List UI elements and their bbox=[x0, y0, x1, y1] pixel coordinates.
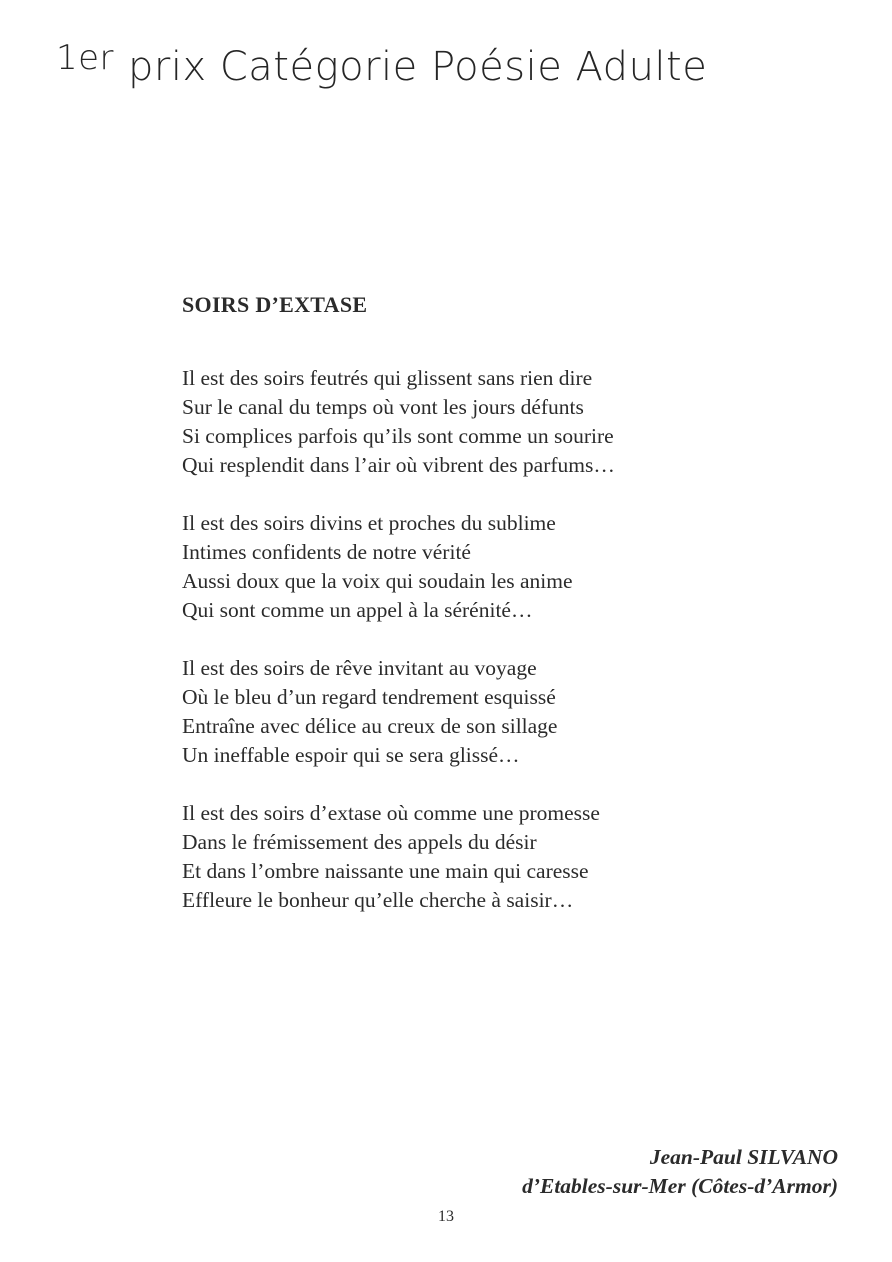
poem-line: Qui resplendit dans l’air où vibrent des parfums… bbox=[182, 453, 615, 477]
poem-title: SOIRS D’EXTASE bbox=[182, 292, 368, 317]
poem-line: Et dans l’ombre naissante une main qui caresse bbox=[182, 859, 589, 883]
poem-line: Aussi doux que la voix qui soudain les anime bbox=[182, 569, 573, 593]
poem-line: Où le bleu d’un regard tendrement esquissé bbox=[182, 685, 556, 709]
poem-line: Il est des soirs divins et proches du sublime bbox=[182, 511, 556, 535]
poem-line: Un ineffable espoir qui se sera glissé… bbox=[182, 743, 520, 767]
poem-line: Intimes confidents de notre vérité bbox=[182, 540, 471, 564]
prize-ordinal: 1er bbox=[56, 38, 115, 78]
poem-line: Sur le canal du temps où vont les jours défunts bbox=[182, 395, 584, 419]
poem-line: Qui sont comme un appel à la sérénité… bbox=[182, 598, 533, 622]
poem-line: Effleure le bonheur qu’elle cherche à saisir… bbox=[182, 888, 574, 912]
stanza bbox=[182, 799, 802, 915]
stanza bbox=[182, 654, 802, 770]
page-header bbox=[56, 38, 708, 90]
poem-line: Il est des soirs feutrés qui glissent sans rien dire bbox=[182, 366, 593, 390]
stanza bbox=[182, 509, 802, 625]
page-number: 13 bbox=[438, 1208, 454, 1225]
poem-line: Il est des soirs d’extase où comme une promesse bbox=[182, 801, 600, 825]
stanza bbox=[182, 364, 802, 480]
author-location: d’Etables-sur-Mer (Côtes-d’Armor) bbox=[522, 1174, 838, 1198]
author-signature bbox=[522, 1143, 838, 1201]
prize-category: prix Catégorie Poésie Adulte bbox=[128, 44, 708, 90]
poem-body bbox=[182, 364, 802, 944]
author-name: Jean-Paul SILVANO bbox=[649, 1145, 838, 1169]
poem-line: Si complices parfois qu’ils sont comme un sourire bbox=[182, 424, 614, 448]
poem-line: Dans le frémissement des appels du désir bbox=[182, 830, 537, 854]
poem-line: Il est des soirs de rêve invitant au voyage bbox=[182, 656, 537, 680]
poem-line: Entraîne avec délice au creux de son sillage bbox=[182, 714, 558, 738]
